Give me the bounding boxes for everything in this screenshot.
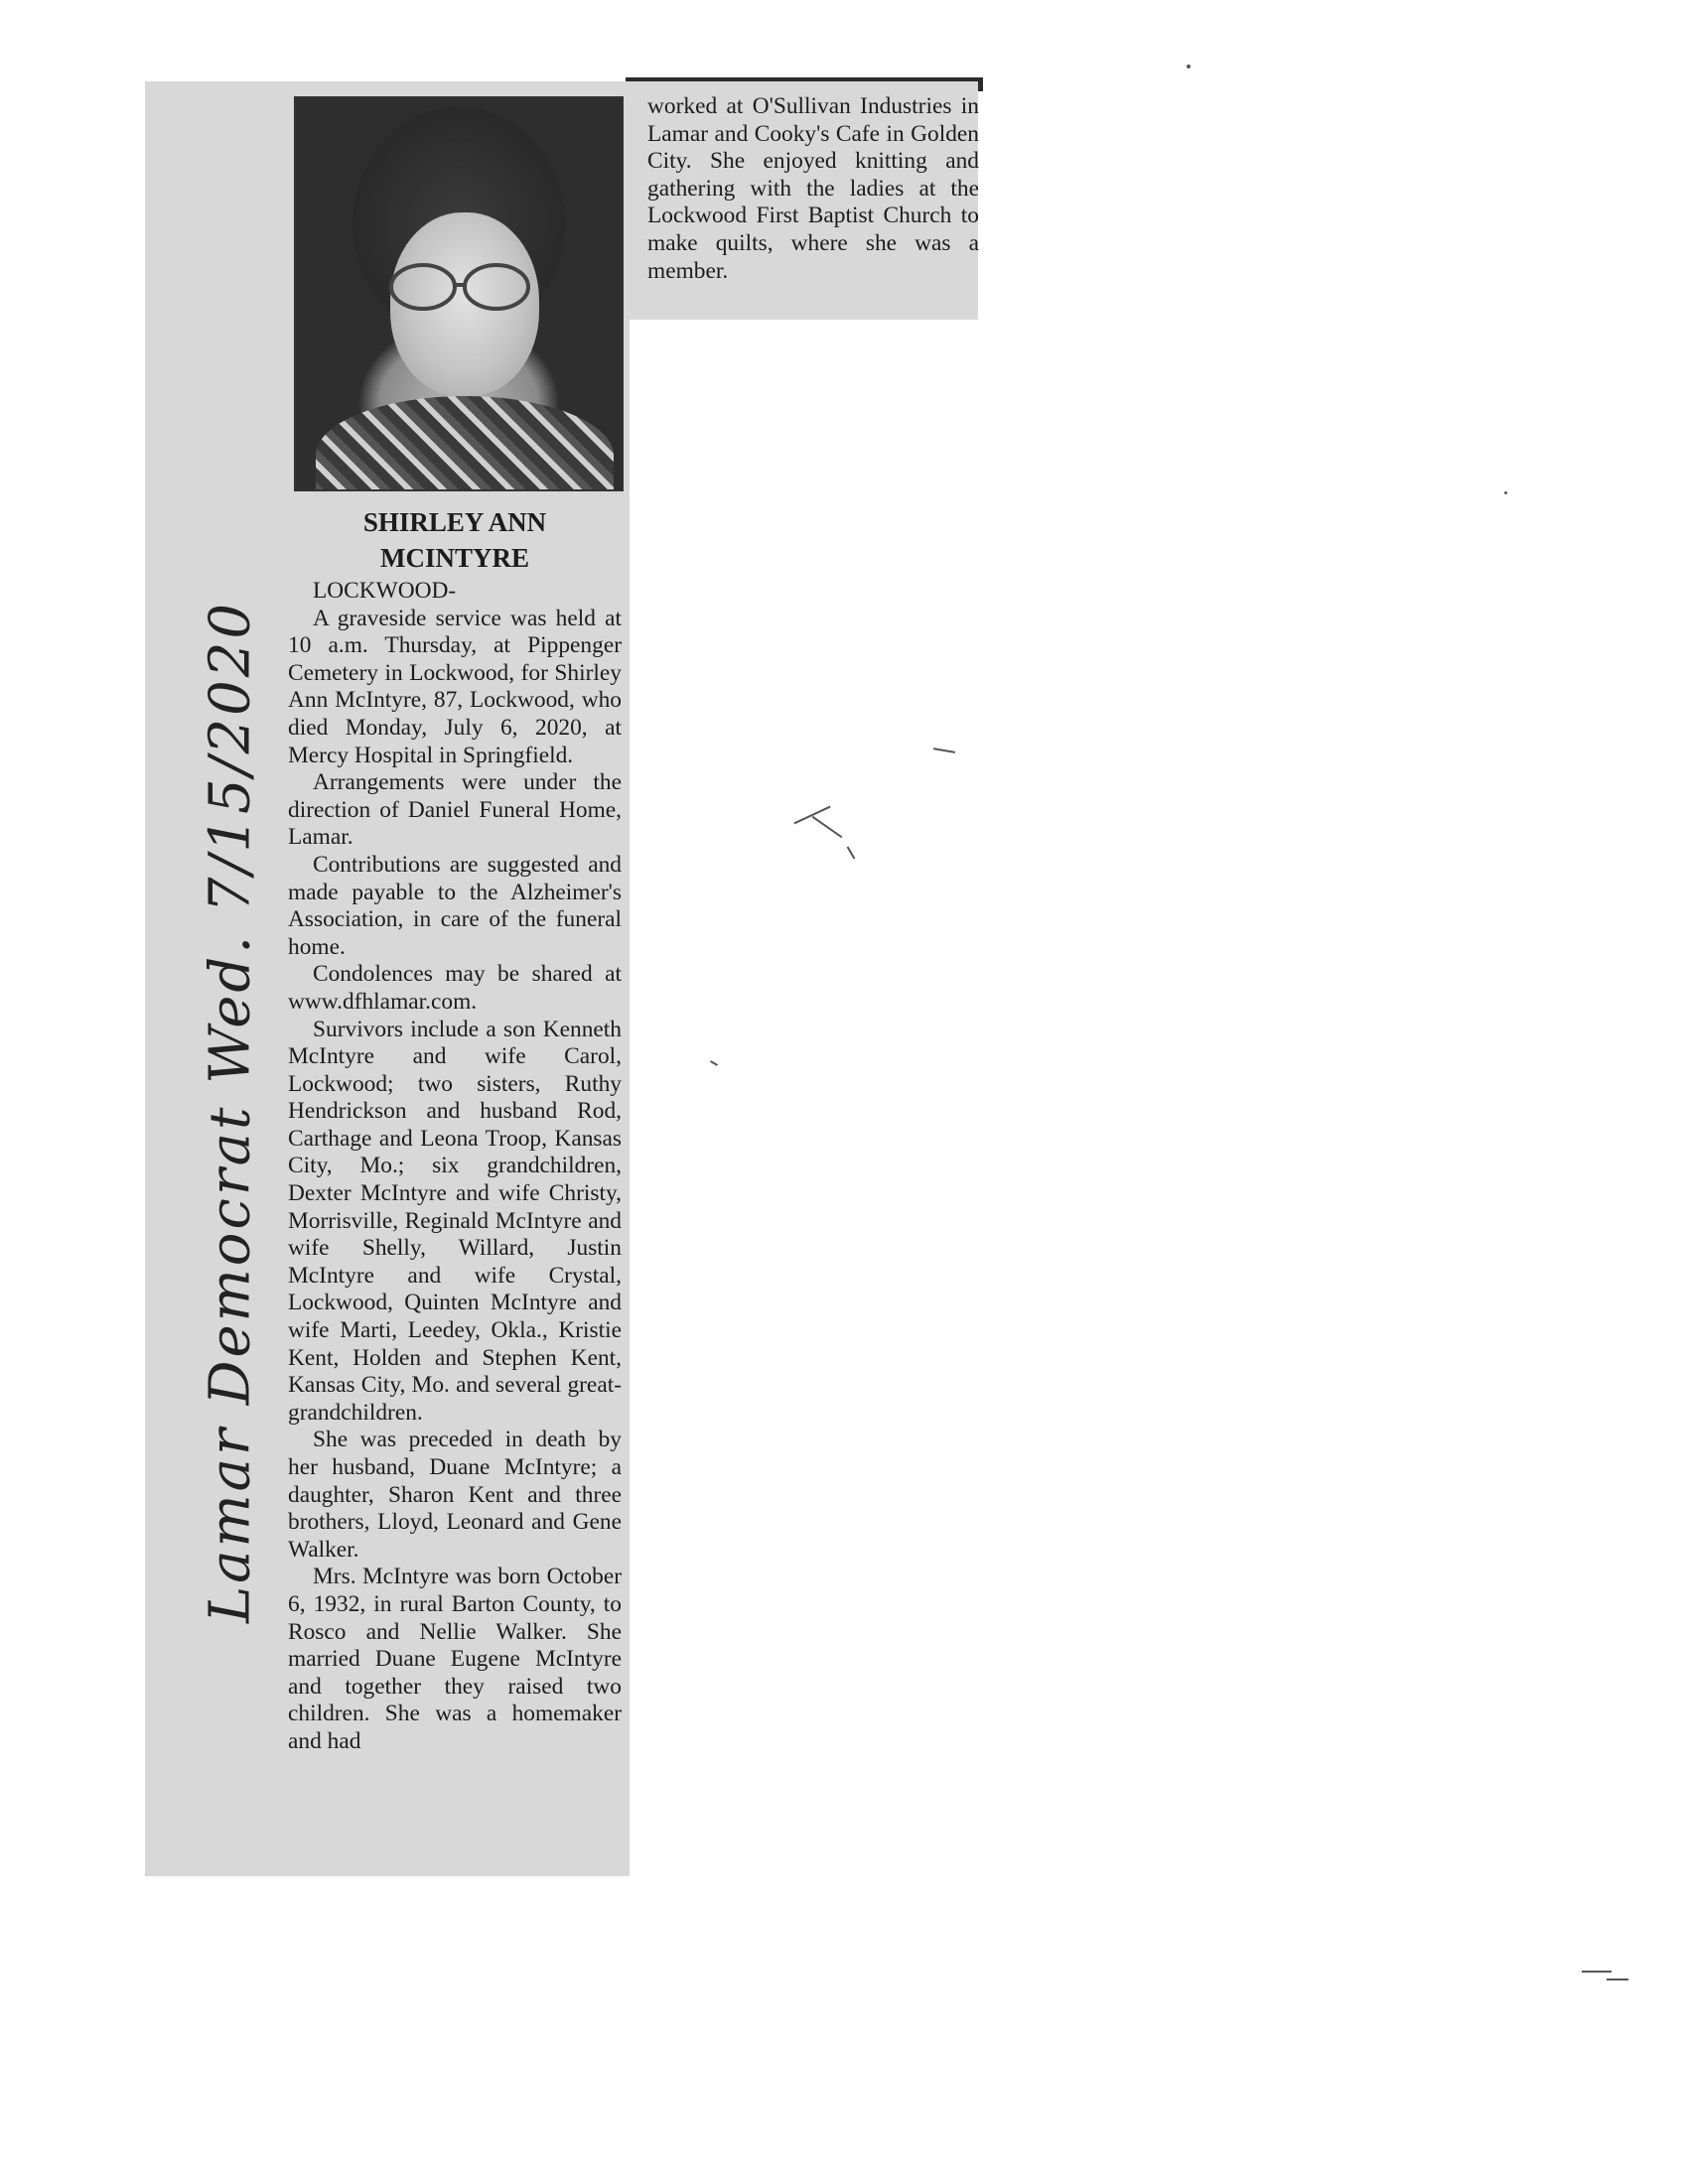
dust-speck [1504, 491, 1507, 494]
dust-speck [1582, 1971, 1612, 1973]
dust-speck [933, 748, 955, 753]
dateline: LOCKWOOD- [313, 578, 457, 604]
obituary-headline [288, 504, 622, 576]
paragraph-contributions: Contributions are suggested and made payable to the Alzheimer's Association, in care of the funeral home. [288, 851, 622, 960]
handwritten-date-note: Lamar Democrat Wed. 7/15/2020 [198, 600, 263, 1624]
paragraph-survivors: Survivors include a son Kenneth McIntyre and wife Carol, Lockwood; two sisters, Ruthy Hendrickson and husband Rod, Carthage and Leona Troop, Kansas City, Mo.; six grandchildren, Dexter McIntyre and wife Christy, Morrisville, Reginald McIntyre and wife Shelly, Willard, Justin McIntyre and wife Crystal, Lockwood, Quinten McIntyre and wife Marti, Leedey, Okla., Kristie Kent, Holden and Stephen Kent, Kansas City, Mo. and several great-grandchildren. [288, 1016, 622, 1426]
dust-speck [710, 1060, 718, 1066]
paragraph-service: A graveside service was held at 10 a.m. Thursday, at Pippenger Cemetery in Lockwood, for Shirley Ann McIntyre, 87, Lockwood, who died Monday, July 6, 2020, at Mercy Hospital in Springfield. [288, 605, 622, 768]
paragraph-biography: Mrs. McIntyre was born October 6, 1932, in rural Barton County, to Rosco and Nellie Walker. She married Duane Eugene McIntyre and together they raised two children. She was a homemaker and had [288, 1564, 622, 1754]
paragraph-preceded: She was preceded in death by her husband, Duane McIntyre; a daughter, Sharon Kent and three brothers, Lloyd, Leonard and Gene Walker. [288, 1427, 622, 1563]
glasses-icon [375, 257, 544, 317]
blouse-pattern [316, 396, 614, 491]
headline-line-2: MCINTYRE [379, 543, 529, 573]
continuation-column: worked at O'Sullivan Industries in Lamar and Cooky's Cafe in Golden City. She enjoyed knitting and gathering with the ladies at the Lockwood First Baptist Church to make quilts, where she was a member. [647, 93, 979, 284]
dust-speck [812, 816, 843, 838]
paragraph-arrangements: Arrangements were under the direction of Daniel Funeral Home, Lamar. [288, 769, 622, 851]
dust-speck [1187, 65, 1191, 68]
paragraph-condolences: Condolences may be shared at www.dfhlamar.com. [288, 961, 622, 1015]
dust-speck [847, 846, 856, 859]
dust-speck [1607, 1979, 1628, 1980]
headline-line-1: SHIRLEY ANN [362, 507, 547, 537]
portrait-photo [294, 96, 624, 491]
obituary-column [288, 504, 622, 1756]
